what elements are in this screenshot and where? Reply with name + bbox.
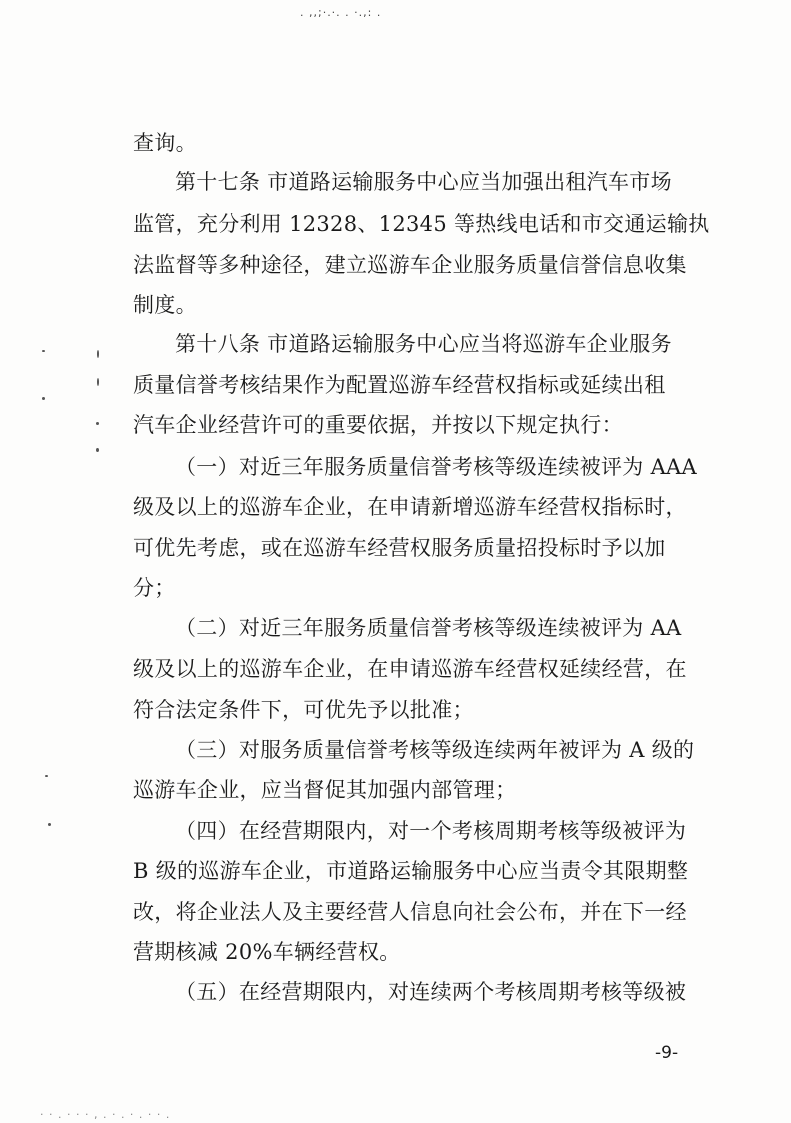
text-line: 符合法定条件下，可优先予以批准； xyxy=(133,698,474,722)
text-line: （四）在经营期限内，对一个考核周期考核等级被评为 xyxy=(175,819,687,843)
text-line: B 级的巡游车企业，市道路运输服务中心应当责令其限期整 xyxy=(133,859,689,883)
text-line: 第十八条 市道路运输服务中心应当将巡游车企业服务 xyxy=(175,332,672,356)
text-line: 级及以上的巡游车企业，在申请新增巡游车经营权指标时， xyxy=(133,495,687,519)
text-line: 分； xyxy=(133,576,176,600)
text-line: 汽车企业经营许可的重要依据，并按以下规定执行： xyxy=(133,413,623,437)
scan-speck xyxy=(48,823,51,826)
scan-speck xyxy=(96,422,99,425)
text-line: 第十七条 市道路运输服务中心应当加强出租汽车市场 xyxy=(175,170,672,194)
text-line: 查询。 xyxy=(133,131,197,155)
scan-speck xyxy=(96,448,99,452)
text-line: 营期核减 20%车辆经营权。 xyxy=(133,940,401,964)
text-line: （一）对近三年服务质量信誉考核等级连续被评为 AAA xyxy=(175,455,697,479)
scan-artifact-top: . ,,;·.·. . ·.,: . xyxy=(300,6,382,19)
text-line: 改，将企业法人及主要经营人信息向社会公布，并在下一经 xyxy=(133,900,687,924)
text-line: 可优先考虑，或在巡游车经营权服务质量招投标时予以加 xyxy=(133,536,666,560)
scan-speck xyxy=(97,378,99,386)
scan-speck xyxy=(45,775,48,777)
scan-speck xyxy=(97,350,99,358)
text-line: 监管，充分利用 12328、12345 等热线电话和市交通运输执 xyxy=(133,212,710,236)
page-number: -9- xyxy=(655,1043,679,1063)
scan-artifact-bottom: · · . · · · , . · . · . · · . xyxy=(40,1108,171,1121)
text-line: 法监督等多种途径，建立巡游车企业服务质量信誉信息收集 xyxy=(133,253,687,277)
text-line: 质量信誉考核结果作为配置巡游车经营权指标或延续出租 xyxy=(133,373,666,397)
text-line: 巡游车企业，应当督促其加强内部管理； xyxy=(133,778,517,802)
text-line: 制度。 xyxy=(133,293,197,317)
text-line: 级及以上的巡游车企业，在申请巡游车经营权延续经营，在 xyxy=(133,657,687,681)
scan-speck xyxy=(42,397,45,400)
scan-speck xyxy=(42,350,45,352)
text-line: （五）在经营期限内，对连续两个考核周期考核等级被 xyxy=(175,980,687,1004)
text-line: （三）对服务质量信誉考核等级连续两年被评为 A 级的 xyxy=(175,738,695,762)
text-line: （二）对近三年服务质量信誉考核等级连续被评为 AA xyxy=(175,616,682,640)
